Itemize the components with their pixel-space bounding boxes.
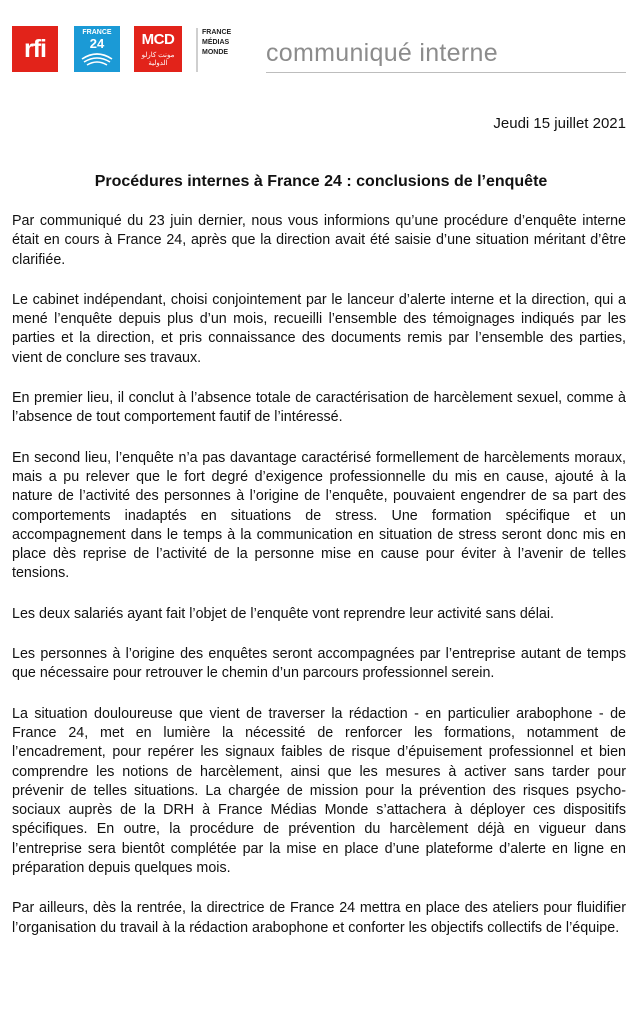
france-medias-monde-logo: [196, 28, 254, 72]
fmm-logo-line3: MONDE: [202, 49, 229, 56]
document-title: Procédures internes à France 24 : conclusions de l’enquête: [94, 173, 548, 190]
paragraph: La situation douloureuse que vient de traverser la rédaction - en particulier arabophone - de France 24, met en lumière la nécessité de renforcer les formations, notamment de l’encadrement, pour repérer les signaux faibles de risque d’épuisement professionnel et bien comprendre les notions de harcèlement, ainsi que les mesures à activer sans tarder pour prévenir de telles situations. La chargée de mission pour la prévention des risques psycho-sociaux auprès de la DRH à France Médias Monde s’attachera à déployer ces dispositifs spécifiques. En outre, la procédure de prévention du harcèlement déjà en vigueur dans l’entreprise sera bientôt complétée par la mise en place d’une plateforme d’alerte en ligne en préparation depuis quelques mois.: [12, 705, 626, 877]
fmm-logo-line1: FRANCE: [202, 29, 232, 36]
france24-logo-line2: 24: [89, 36, 105, 51]
paragraph: Les deux salariés ayant fait l’objet de l’enquête vont reprendre leur activité sans délai.: [12, 605, 555, 622]
france24-logo-line1: FRANCE: [82, 29, 112, 36]
document-body: [12, 212, 626, 959]
mcd-logo-line2: مونت كارلو الدولية: [141, 52, 175, 67]
header-title: communiqué interne: [266, 39, 498, 67]
rfi-logo-text: rfi: [24, 35, 46, 63]
paragraph: En premier lieu, il conclut à l’absence totale de caractérisation de harcèlement sexuel, comme à l’absence de tout comportement fautif de l’intéressé.: [12, 390, 626, 426]
paragraph: En second lieu, l’enquête n’a pas davantage caractérisé formellement de harcèlements moraux, mais a pu relever que le fort degré d’exigence professionnelle du mis en cause, ajouté à la nature de l’activité des personnes à l’origine de l’enquête, pouvaient engendrer de sa part des comportements inadaptés en situations de stress. Une formation spécifique et un accompagnement dans le temps à la communication en situation de stress seront donc mis en place dès reprise de l’activité de la personne mise en cause pour éviter à l’avenir de telles tensions.: [12, 449, 626, 582]
mcd-logo-line1: MCD: [141, 31, 175, 48]
fmm-logo-line2: MÉDIAS: [202, 39, 230, 46]
france24-logo: [74, 26, 120, 72]
rfi-logo: [12, 26, 58, 72]
mcd-logo: [134, 26, 182, 72]
paragraph: Les personnes à l’origine des enquêtes seront accompagnées par l’entreprise autant de temps que nécessaire pour retrouver le chemin d’un parcours professionnel serein.: [12, 646, 626, 682]
letterhead: [12, 26, 628, 76]
header-divider: [266, 72, 626, 73]
document-date: Jeudi 15 juillet 2021: [493, 115, 626, 132]
paragraph: Le cabinet indépendant, choisi conjointement par le lanceur d’alerte interne et la direction, qui a mené l’enquête depuis plus d’un mois, recueilli l’ensemble des témoignages indiqués par les parties et la direction, et pris connaissance des documents remis par l’ensemble des parties, vient de conclure ses travaux.: [12, 291, 626, 366]
paragraph: Par ailleurs, dès la rentrée, la directrice de France 24 mettra en place des ateliers pour fluidifier l’organisation du travail à la rédaction arabophone et conforter les objectifs collectifs de l’équipe.: [12, 900, 626, 936]
globe-swirl-icon: [80, 51, 114, 67]
paragraph: Par communiqué du 23 juin dernier, nous vous informions qu’une procédure d’enquête interne était en cours à France 24, après que la direction avait été saisie d’une situation méritant d’être clarifiée.: [12, 213, 626, 268]
